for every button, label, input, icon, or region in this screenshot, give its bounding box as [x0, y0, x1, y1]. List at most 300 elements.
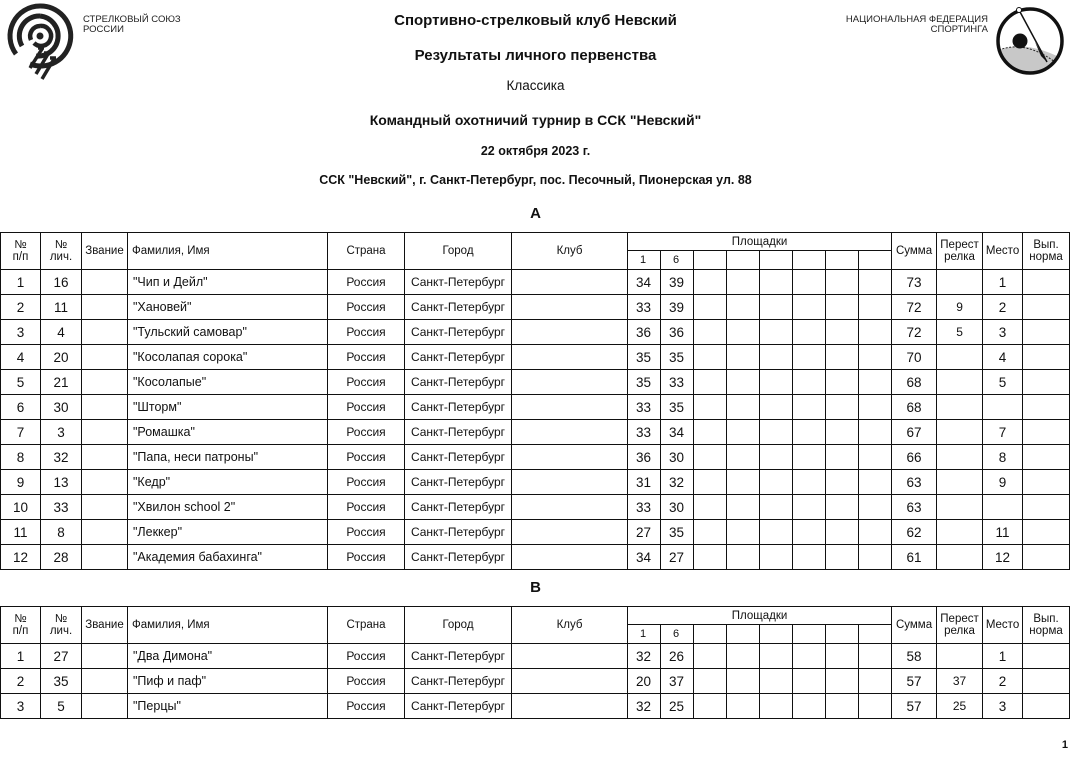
col-header-rank: Звание: [82, 607, 128, 644]
ground-label: [793, 251, 826, 270]
cell-shootoff: 5: [937, 320, 983, 345]
cell-num-lich: 35: [41, 669, 82, 694]
cell-city: Санкт-Петербург: [405, 295, 512, 320]
col-header-city: Город: [405, 607, 512, 644]
table-row: [1, 520, 1070, 545]
cell-ground-score: 30: [661, 495, 694, 520]
cell-club: [512, 520, 628, 545]
cell-sum: 70: [892, 345, 937, 370]
header-row: [1, 607, 1070, 625]
tournament-date: 22 октября 2023 г.: [480, 144, 591, 158]
table-row: [1, 495, 1070, 520]
cell-ground-score: 37: [661, 669, 694, 694]
cell-shootoff: [937, 370, 983, 395]
cell-ground-score: [859, 545, 892, 570]
cell-ground-score: 34: [661, 420, 694, 445]
cell-sum: 62: [892, 520, 937, 545]
cell-ground-score: [727, 669, 760, 694]
cell-ground-score: [793, 694, 826, 719]
ground-label: [694, 251, 727, 270]
ground-label: [859, 251, 892, 270]
cell-ground-score: 25: [661, 694, 694, 719]
cell-norm: [1023, 370, 1070, 395]
cell-ground-score: [727, 345, 760, 370]
cell-ground-score: [760, 395, 793, 420]
cell-ground-score: [826, 545, 859, 570]
cell-ground-score: 33: [661, 370, 694, 395]
cell-ground-score: 35: [628, 345, 661, 370]
cell-shootoff: [937, 545, 983, 570]
cell-norm: [1023, 694, 1070, 719]
cell-country: Россия: [328, 420, 405, 445]
cell-city: Санкт-Петербург: [405, 345, 512, 370]
col-header-num-lich: № лич.: [41, 233, 82, 270]
cell-ground-score: [859, 345, 892, 370]
cell-team-name: "Хвилон school 2": [128, 495, 328, 520]
col-header-name: Фамилия, Имя: [128, 607, 328, 644]
results-table-group-a: [0, 232, 1070, 570]
cell-country: Россия: [328, 295, 405, 320]
cell-place: 7: [983, 420, 1023, 445]
cell-ground-score: [826, 295, 859, 320]
cell-ground-score: 26: [661, 644, 694, 669]
cell-country: Россия: [328, 470, 405, 495]
cell-num-lich: 21: [41, 370, 82, 395]
cell-club: [512, 345, 628, 370]
cell-ground-score: 35: [661, 520, 694, 545]
cell-ground-score: [793, 345, 826, 370]
table-row: [1, 470, 1070, 495]
cell-ground-score: [694, 320, 727, 345]
cell-country: Россия: [328, 345, 405, 370]
cell-rank: [82, 445, 128, 470]
cell-ground-score: [727, 270, 760, 295]
cell-ground-score: [694, 669, 727, 694]
tournament-venue: ССК "Невский", г. Санкт-Петербург, пос. Песочный, Пионерская ул. 88: [319, 173, 752, 187]
cell-ground-score: [694, 445, 727, 470]
cell-team-name: "Академия бабахинга": [128, 545, 328, 570]
col-header-num-pp: № п/п: [1, 607, 41, 644]
cell-num-pp: 10: [1, 495, 41, 520]
cell-shootoff: [937, 470, 983, 495]
cell-num-lich: 3: [41, 420, 82, 445]
ground-label: [760, 251, 793, 270]
cell-num-lich: 32: [41, 445, 82, 470]
cell-ground-score: 36: [661, 320, 694, 345]
cell-ground-score: [694, 694, 727, 719]
cell-ground-score: [760, 295, 793, 320]
cell-team-name: "Тульский самовар": [128, 320, 328, 345]
cell-ground-score: 27: [628, 520, 661, 545]
cell-ground-score: [826, 420, 859, 445]
cell-norm: [1023, 520, 1070, 545]
cell-shootoff: [937, 395, 983, 420]
table-row: [1, 370, 1070, 395]
cell-ground-score: 32: [628, 694, 661, 719]
cell-ground-score: [826, 644, 859, 669]
cell-norm: [1023, 345, 1070, 370]
cell-club: [512, 669, 628, 694]
cell-club: [512, 694, 628, 719]
cell-num-pp: 6: [1, 395, 41, 420]
cell-sum: 58: [892, 644, 937, 669]
cell-ground-score: [793, 644, 826, 669]
table-row: [1, 320, 1070, 345]
cell-team-name: "Шторм": [128, 395, 328, 420]
cell-norm: [1023, 420, 1070, 445]
cell-ground-score: [760, 445, 793, 470]
cell-norm: [1023, 644, 1070, 669]
cell-ground-score: [694, 395, 727, 420]
cell-ground-score: [859, 295, 892, 320]
cell-country: Россия: [328, 495, 405, 520]
cell-club: [512, 395, 628, 420]
cell-num-pp: 3: [1, 694, 41, 719]
cell-ground-score: [760, 420, 793, 445]
discipline-label: Классика: [506, 78, 565, 93]
table-row: [1, 545, 1070, 570]
cell-ground-score: 39: [661, 270, 694, 295]
col-header-name: Фамилия, Имя: [128, 233, 328, 270]
page-number: 1: [1061, 739, 1068, 751]
cell-ground-score: [826, 694, 859, 719]
cell-ground-score: [694, 420, 727, 445]
cell-ground-score: [859, 669, 892, 694]
cell-ground-score: [859, 470, 892, 495]
cell-city: Санкт-Петербург: [405, 320, 512, 345]
col-header-club: Клуб: [512, 233, 628, 270]
cell-sum: 66: [892, 445, 937, 470]
cell-place: 8: [983, 445, 1023, 470]
cell-club: [512, 420, 628, 445]
club-title: Спортивно-стрелковый клуб Невский: [394, 12, 677, 29]
cell-ground-score: [727, 320, 760, 345]
cell-sum: 57: [892, 694, 937, 719]
table-row: [1, 270, 1070, 295]
cell-club: [512, 295, 628, 320]
cell-ground-score: [859, 520, 892, 545]
cell-team-name: "Два Димона": [128, 644, 328, 669]
cell-country: Россия: [328, 545, 405, 570]
cell-ground-score: 32: [628, 644, 661, 669]
col-header-norm: Вып. норма: [1023, 607, 1070, 644]
cell-num-pp: 1: [1, 270, 41, 295]
header-row: [1, 233, 1070, 251]
cell-rank: [82, 420, 128, 445]
cell-ground-score: [793, 495, 826, 520]
table-row: [1, 295, 1070, 320]
cell-ground-score: 36: [628, 445, 661, 470]
cell-ground-score: [859, 495, 892, 520]
cell-place: 3: [983, 320, 1023, 345]
cell-ground-score: 33: [628, 295, 661, 320]
cell-city: Санкт-Петербург: [405, 520, 512, 545]
cell-club: [512, 445, 628, 470]
table-row: [1, 420, 1070, 445]
cell-club: [512, 495, 628, 520]
cell-city: Санкт-Петербург: [405, 370, 512, 395]
cell-ground-score: [727, 420, 760, 445]
results-title: Результаты личного первенства: [414, 47, 657, 64]
ground-label: [727, 625, 760, 644]
cell-ground-score: [859, 420, 892, 445]
col-header-country: Страна: [328, 607, 405, 644]
cell-shootoff: [937, 270, 983, 295]
cell-num-lich: 8: [41, 520, 82, 545]
cell-num-pp: 5: [1, 370, 41, 395]
cell-shootoff: 37: [937, 669, 983, 694]
cell-ground-score: [826, 470, 859, 495]
cell-place: 2: [983, 295, 1023, 320]
cell-shootoff: 25: [937, 694, 983, 719]
cell-team-name: "Пиф и паф": [128, 669, 328, 694]
ground-label: [694, 625, 727, 644]
cell-sum: 72: [892, 320, 937, 345]
cell-rank: [82, 644, 128, 669]
cell-ground-score: 31: [628, 470, 661, 495]
cell-num-pp: 1: [1, 644, 41, 669]
cell-sum: 67: [892, 420, 937, 445]
cell-norm: [1023, 270, 1070, 295]
cell-place: 12: [983, 545, 1023, 570]
cell-ground-score: [760, 320, 793, 345]
org-left-name: СТРЕЛКОВЫЙ СОЮЗ РОССИИ: [83, 14, 181, 35]
cell-shootoff: 9: [937, 295, 983, 320]
ground-label: [826, 251, 859, 270]
cell-ground-score: [826, 520, 859, 545]
cell-club: [512, 545, 628, 570]
cell-team-name: "Хановей": [128, 295, 328, 320]
cell-ground-score: [694, 495, 727, 520]
col-header-club: Клуб: [512, 607, 628, 644]
col-header-shootoff: Перест релка: [937, 607, 983, 644]
cell-num-lich: 5: [41, 694, 82, 719]
cell-norm: [1023, 295, 1070, 320]
cell-ground-score: [727, 495, 760, 520]
cell-shootoff: [937, 445, 983, 470]
cell-place: 3: [983, 694, 1023, 719]
cell-ground-score: [859, 694, 892, 719]
cell-team-name: "Косолапые": [128, 370, 328, 395]
cell-sum: 63: [892, 495, 937, 520]
cell-rank: [82, 320, 128, 345]
cell-place: 4: [983, 345, 1023, 370]
table-row: [1, 644, 1070, 669]
org-right-name: НАЦИОНАЛЬНАЯ ФЕДЕРАЦИЯ СПОРТИНГА: [845, 14, 988, 35]
cell-norm: [1023, 495, 1070, 520]
cell-ground-score: [859, 395, 892, 420]
cell-ground-score: [859, 320, 892, 345]
cell-ground-score: [694, 644, 727, 669]
cell-ground-score: [694, 345, 727, 370]
cell-club: [512, 470, 628, 495]
cell-ground-score: [694, 520, 727, 545]
cell-num-lich: 13: [41, 470, 82, 495]
cell-ground-score: [727, 295, 760, 320]
cell-country: Россия: [328, 644, 405, 669]
cell-num-lich: 16: [41, 270, 82, 295]
cell-city: Санкт-Петербург: [405, 644, 512, 669]
cell-rank: [82, 470, 128, 495]
table-row: [1, 395, 1070, 420]
col-header-country: Страна: [328, 233, 405, 270]
col-header-rank: Звание: [82, 233, 128, 270]
cell-shootoff: [937, 420, 983, 445]
cell-place: 1: [983, 270, 1023, 295]
cell-country: Россия: [328, 669, 405, 694]
cell-shootoff: [937, 345, 983, 370]
cell-rank: [82, 545, 128, 570]
col-header-grounds: Площадки: [628, 607, 892, 625]
cell-ground-score: [727, 545, 760, 570]
cell-place: 5: [983, 370, 1023, 395]
cell-num-lich: 28: [41, 545, 82, 570]
cell-city: Санкт-Петербург: [405, 545, 512, 570]
cell-ground-score: 33: [628, 495, 661, 520]
cell-ground-score: [727, 694, 760, 719]
cell-ground-score: 35: [661, 345, 694, 370]
cell-num-lich: 30: [41, 395, 82, 420]
cell-ground-score: 34: [628, 270, 661, 295]
cell-country: Россия: [328, 694, 405, 719]
cell-ground-score: [727, 520, 760, 545]
ground-label: [793, 625, 826, 644]
cell-num-pp: 12: [1, 545, 41, 570]
cell-ground-score: [727, 370, 760, 395]
cell-ground-score: [727, 395, 760, 420]
cell-ground-score: [760, 545, 793, 570]
cell-rank: [82, 370, 128, 395]
ground-label: 6: [661, 625, 694, 644]
ground-label: 1: [628, 625, 661, 644]
cell-num-pp: 9: [1, 470, 41, 495]
col-header-grounds: Площадки: [628, 233, 892, 251]
cell-place: [983, 395, 1023, 420]
col-header-num-pp: № п/п: [1, 233, 41, 270]
cell-rank: [82, 395, 128, 420]
cell-ground-score: [793, 395, 826, 420]
col-header-sum: Сумма: [892, 607, 937, 644]
cell-ground-score: [793, 520, 826, 545]
cell-ground-score: 35: [628, 370, 661, 395]
cell-ground-score: [859, 370, 892, 395]
cell-num-lich: 33: [41, 495, 82, 520]
cell-ground-score: [793, 320, 826, 345]
cell-country: Россия: [328, 395, 405, 420]
cell-num-pp: 7: [1, 420, 41, 445]
cell-shootoff: [937, 495, 983, 520]
cell-ground-score: 34: [628, 545, 661, 570]
cell-place: 2: [983, 669, 1023, 694]
cell-country: Россия: [328, 320, 405, 345]
cell-club: [512, 370, 628, 395]
cell-city: Санкт-Петербург: [405, 445, 512, 470]
cell-ground-score: [826, 270, 859, 295]
cell-ground-score: [859, 445, 892, 470]
cell-sum: 68: [892, 395, 937, 420]
cell-team-name: "Перцы": [128, 694, 328, 719]
cell-sum: 61: [892, 545, 937, 570]
ground-label: [727, 251, 760, 270]
cell-ground-score: [859, 270, 892, 295]
cell-ground-score: 33: [628, 420, 661, 445]
cell-city: Санкт-Петербург: [405, 495, 512, 520]
cell-city: Санкт-Петербург: [405, 270, 512, 295]
cell-rank: [82, 669, 128, 694]
cell-rank: [82, 495, 128, 520]
cell-ground-score: [760, 694, 793, 719]
ground-label: [760, 625, 793, 644]
col-header-place: Место: [983, 233, 1023, 270]
cell-ground-score: [826, 445, 859, 470]
cell-ground-score: 30: [661, 445, 694, 470]
cell-place: 9: [983, 470, 1023, 495]
cell-place: 1: [983, 644, 1023, 669]
ground-label: [859, 625, 892, 644]
cell-place: 11: [983, 520, 1023, 545]
cell-num-pp: 3: [1, 320, 41, 345]
cell-ground-score: [694, 270, 727, 295]
results-table-group-b: [0, 606, 1070, 719]
cell-city: Санкт-Петербург: [405, 694, 512, 719]
col-header-norm: Вып. норма: [1023, 233, 1070, 270]
col-header-sum: Сумма: [892, 233, 937, 270]
cell-ground-score: 27: [661, 545, 694, 570]
table-row: [1, 445, 1070, 470]
cell-team-name: "Кедр": [128, 470, 328, 495]
cell-rank: [82, 694, 128, 719]
cell-ground-score: 20: [628, 669, 661, 694]
cell-ground-score: [694, 545, 727, 570]
cell-num-pp: 2: [1, 295, 41, 320]
table-row: [1, 345, 1070, 370]
col-header-city: Город: [405, 233, 512, 270]
ground-label: 1: [628, 251, 661, 270]
ground-label: 6: [661, 251, 694, 270]
cell-rank: [82, 270, 128, 295]
cell-ground-score: [760, 345, 793, 370]
cell-country: Россия: [328, 520, 405, 545]
cell-shootoff: [937, 520, 983, 545]
cell-ground-score: [727, 644, 760, 669]
cell-ground-score: [760, 370, 793, 395]
cell-city: Санкт-Петербург: [405, 470, 512, 495]
cell-city: Санкт-Петербург: [405, 395, 512, 420]
cell-country: Россия: [328, 370, 405, 395]
cell-ground-score: [793, 420, 826, 445]
cell-num-lich: 20: [41, 345, 82, 370]
cell-ground-score: [826, 669, 859, 694]
cell-ground-score: 32: [661, 470, 694, 495]
cell-ground-score: [826, 495, 859, 520]
col-header-shootoff: Перест релка: [937, 233, 983, 270]
cell-num-pp: 11: [1, 520, 41, 545]
cell-norm: [1023, 545, 1070, 570]
cell-ground-score: [859, 644, 892, 669]
cell-ground-score: 33: [628, 395, 661, 420]
cell-norm: [1023, 470, 1070, 495]
cell-ground-score: 39: [661, 295, 694, 320]
cell-team-name: "Папа, неси патроны": [128, 445, 328, 470]
cell-ground-score: [793, 370, 826, 395]
cell-ground-score: [727, 470, 760, 495]
cell-ground-score: 35: [661, 395, 694, 420]
cell-club: [512, 270, 628, 295]
cell-norm: [1023, 320, 1070, 345]
cell-num-lich: 4: [41, 320, 82, 345]
group-b-title: В: [530, 579, 541, 596]
cell-ground-score: [727, 445, 760, 470]
